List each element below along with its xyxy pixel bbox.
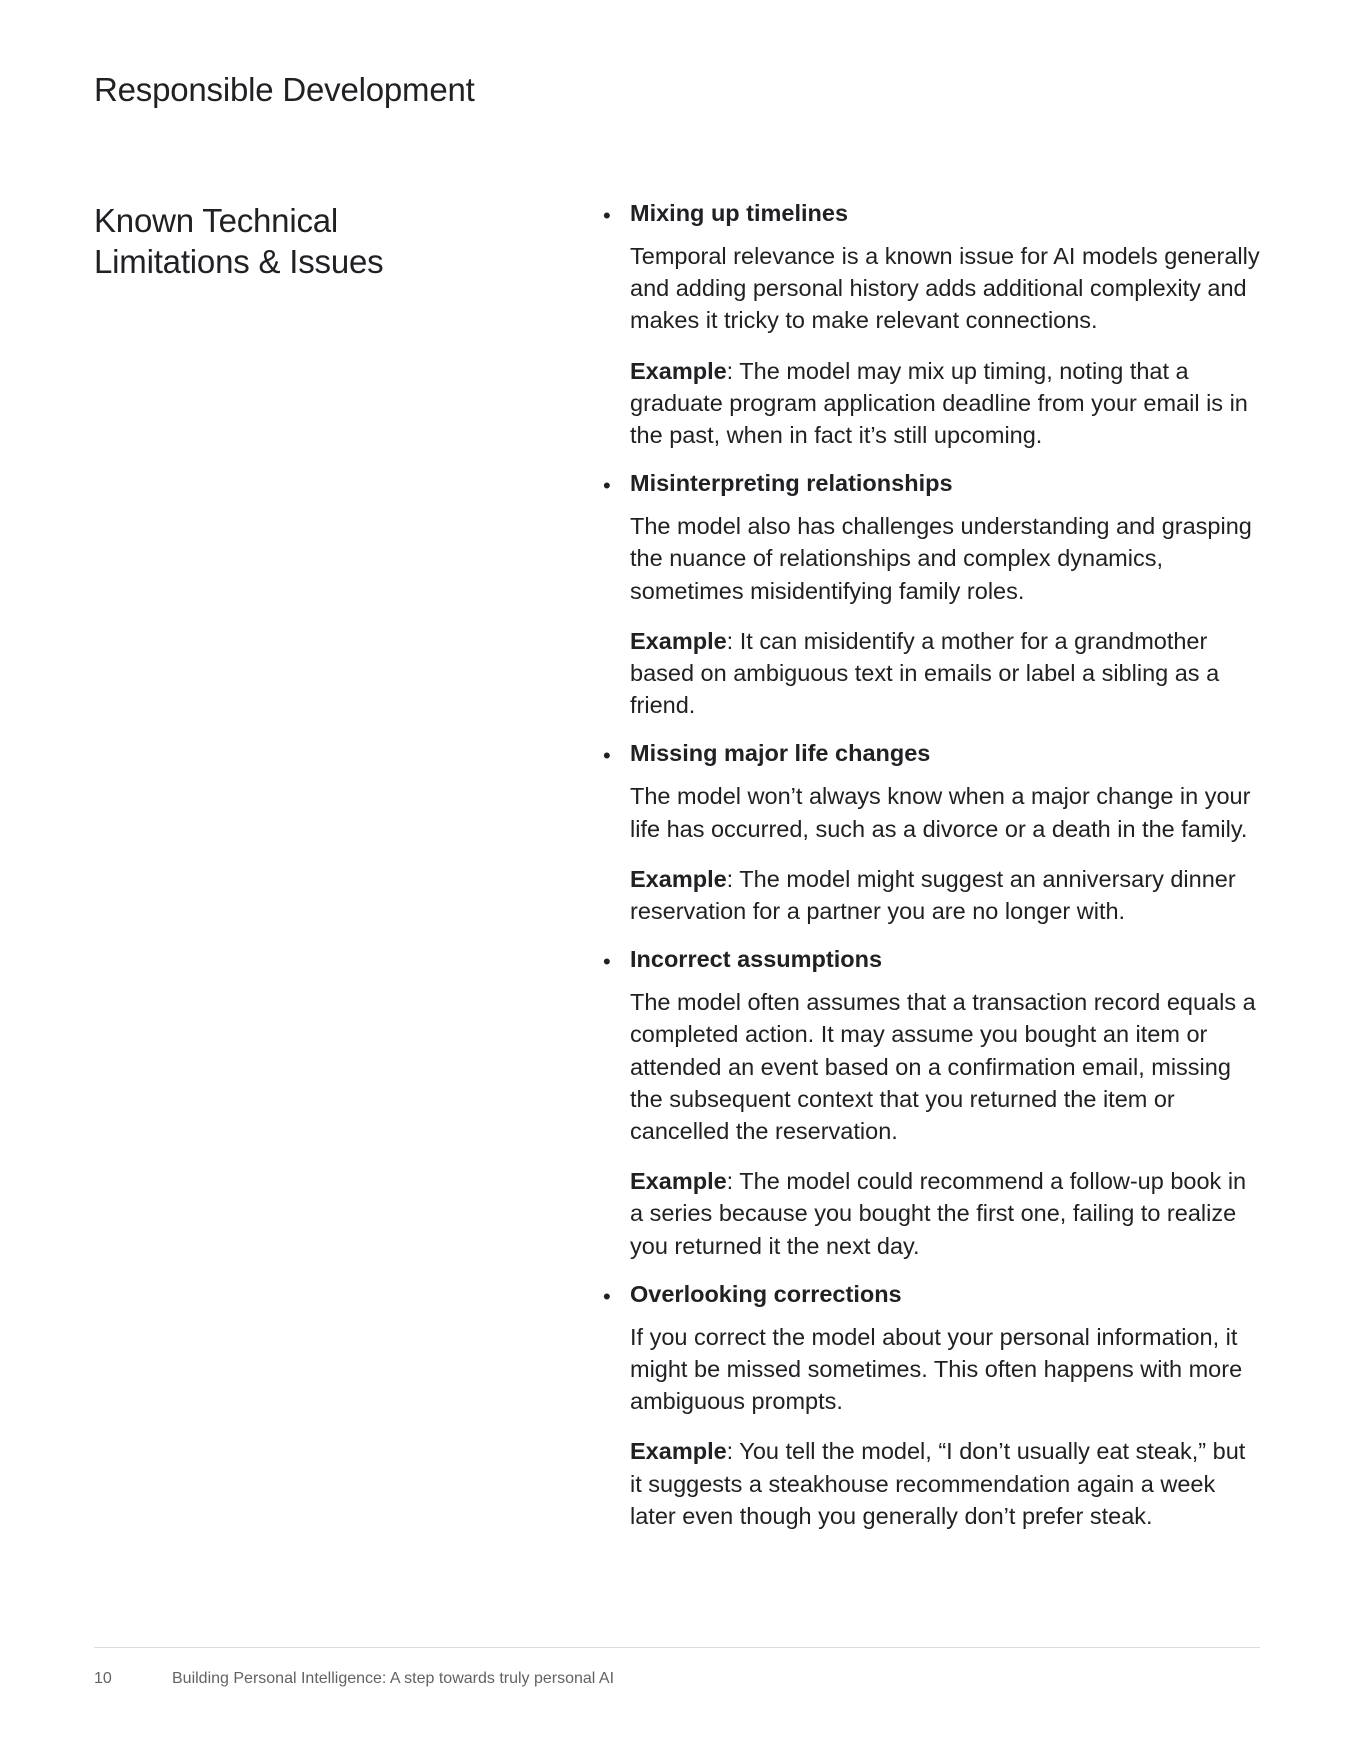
- footer-doc-title: Building Personal Intelligence: A step towards truly personal AI: [172, 1670, 615, 1687]
- limitation-item: [603, 738, 1263, 927]
- limitation-title: Missing major life changes: [630, 740, 931, 767]
- section-title-line1: Known Technical: [94, 202, 339, 239]
- limitation-example: [630, 355, 1263, 452]
- limitation-body: The model won’t always know when a major change in your life has occurred, such as a divorce or a death in the family.: [630, 783, 1251, 842]
- limitation-item: [603, 468, 1263, 721]
- limitation-item: [603, 198, 1263, 451]
- example-label: Example: [630, 627, 727, 654]
- limitation-body: Temporal relevance is a known issue for AI models generally and adding personal history adds additional complexity and makes it tricky to make relevant connections.: [630, 243, 1260, 334]
- limitation-example: [630, 1435, 1263, 1532]
- section-title: [94, 200, 514, 282]
- section-title-line2: Limitations & Issues: [94, 243, 384, 280]
- example-text: : The model could recommend a follow-up book in a series because you bought the first one, failing to realize you returned it the next day.: [630, 1168, 1247, 1259]
- limitation-title: Incorrect assumptions: [630, 946, 883, 973]
- bullet-icon: •: [603, 1283, 611, 1309]
- limitation-example: [630, 1165, 1263, 1262]
- page-number: 10: [94, 1670, 112, 1687]
- limitation-example: [630, 625, 1263, 722]
- bullet-icon: •: [603, 743, 611, 769]
- limitation-title: Mixing up timelines: [630, 200, 849, 226]
- example-text: : You tell the model, “I don’t usually eat steak,” but it suggests a steakhouse recommendation again a week later even though you generally don’t prefer steak.: [630, 1438, 1246, 1529]
- limitation-body: The model often assumes that a transaction record equals a completed action. It may assume you bought an item or attended an event based on a confirmation email, missing the subsequent context that you returned the item or cancelled the reservation.: [630, 989, 1256, 1145]
- example-label: Example: [630, 865, 727, 892]
- page-header: Responsible Development: [94, 71, 475, 108]
- example-label: Example: [630, 357, 727, 384]
- limitation-body: If you correct the model about your personal information, it might be missed sometimes. This often happens with more ambiguous prompts.: [630, 1323, 1243, 1415]
- limitation-item: [603, 1279, 1263, 1532]
- limitation-title: Misinterpreting relationships: [630, 470, 953, 497]
- example-label: Example: [630, 1438, 727, 1465]
- footer-divider: [94, 1647, 1260, 1648]
- example-text: : The model may mix up timing, noting that a graduate program application deadline from your email is in the past, when in fact it’s still upcoming.: [630, 357, 1248, 449]
- bullet-icon: •: [603, 473, 611, 499]
- limitations-list: [603, 198, 1263, 1549]
- example-text: : The model might suggest an anniversary dinner reservation for a partner you are no longer with.: [630, 865, 1236, 925]
- limitation-body: The model also has challenges understanding and grasping the nuance of relationships and complex dynamics, sometimes misidentifying family roles.: [630, 513, 1252, 604]
- limitation-title: Overlooking corrections: [630, 1280, 902, 1307]
- limitation-item: [603, 944, 1263, 1262]
- limitation-example: [630, 863, 1263, 927]
- example-text: : It can misidentify a mother for a grandmother based on ambiguous text in emails or label a sibling as a friend.: [630, 627, 1220, 719]
- bullet-icon: •: [603, 949, 611, 975]
- example-label: Example: [630, 1168, 727, 1195]
- bullet-icon: •: [603, 203, 611, 228]
